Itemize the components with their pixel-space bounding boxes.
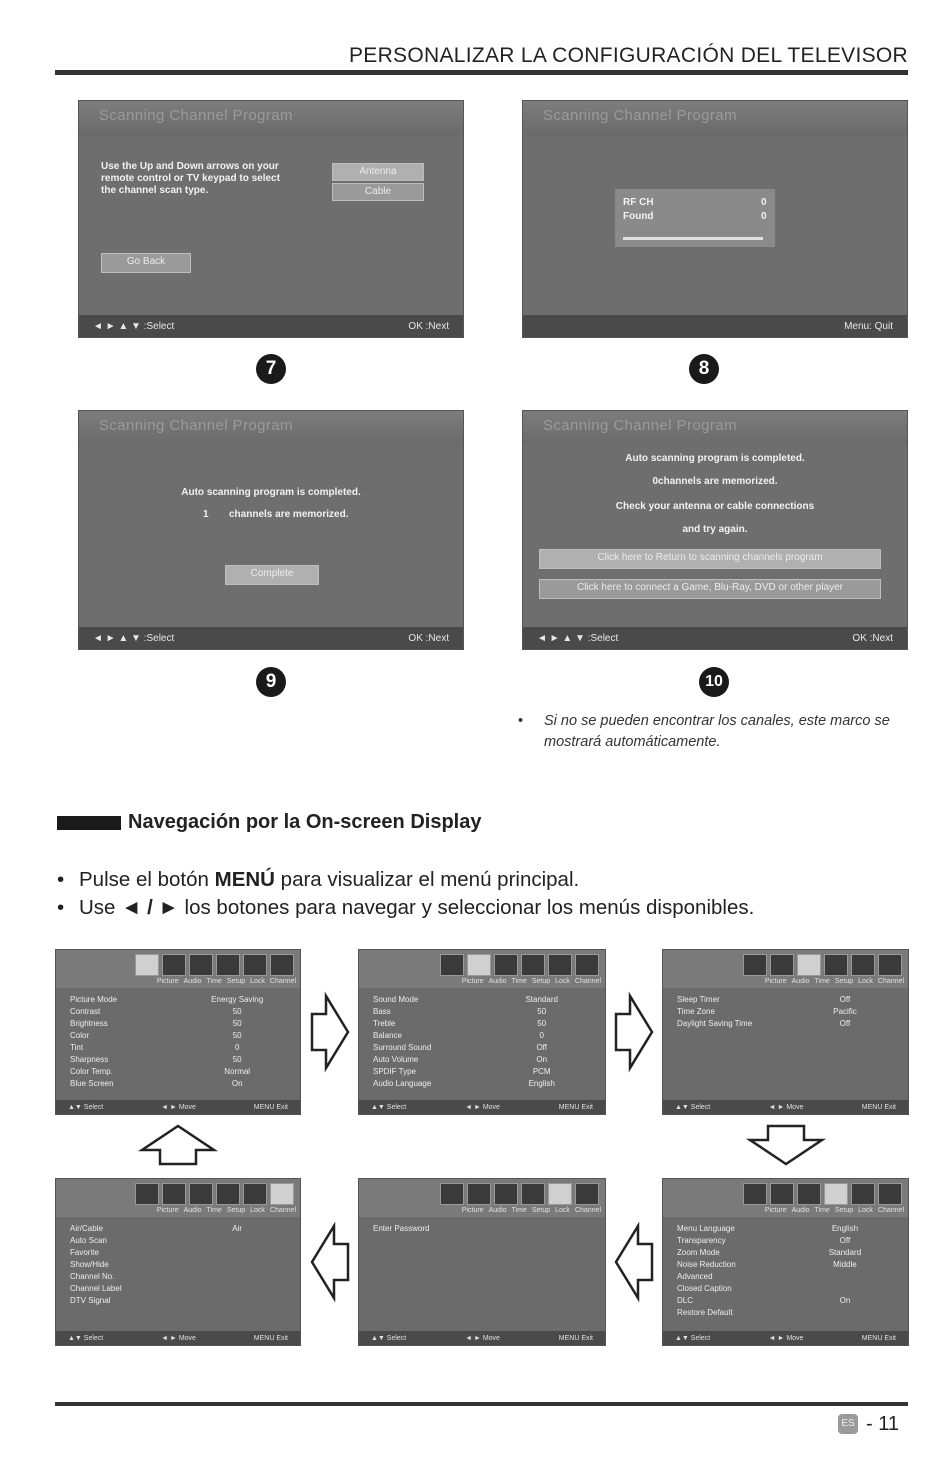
audio-menu-icon[interactable] xyxy=(162,954,186,976)
channel-menu-icon[interactable] xyxy=(270,1183,294,1205)
picture-menu-icon[interactable] xyxy=(743,1183,767,1205)
menu-option-row[interactable] xyxy=(70,1283,290,1295)
menu-option-value: 50 xyxy=(537,1019,547,1028)
menu-option-label: Advanced xyxy=(677,1272,713,1281)
lock-menu-icon[interactable] xyxy=(243,954,267,976)
menu-option-label: Bass xyxy=(373,1007,391,1016)
select-hint: ▲▼ Select xyxy=(371,1103,407,1111)
lock-menu-icon[interactable] xyxy=(548,954,572,976)
screen-title: Scanning Channel Program xyxy=(543,417,737,434)
menu-option-row[interactable] xyxy=(373,994,595,1006)
picture-menu-icon[interactable] xyxy=(440,954,464,976)
menu-icon-row xyxy=(743,1183,902,1205)
exit-hint: MENU Exit xyxy=(558,1334,593,1342)
menu-screen-picture xyxy=(55,949,301,1115)
select-hint: ◄ ► ▲ ▼ :Select xyxy=(93,320,175,332)
menu-screen-setup xyxy=(662,1178,909,1346)
menu-screen-time xyxy=(662,949,909,1115)
header-rule xyxy=(55,70,908,75)
menu-option-row[interactable] xyxy=(373,1042,595,1054)
menu-option-value: Normal xyxy=(224,1067,251,1076)
menu-screen-audio xyxy=(358,949,606,1115)
scan-screen-8 xyxy=(522,100,908,338)
menu-option-row[interactable] xyxy=(70,1295,290,1307)
scan-screen-7 xyxy=(78,100,464,338)
exit-hint: MENU Exit xyxy=(253,1334,288,1342)
menu-tab-labels xyxy=(765,978,904,985)
time-menu-icon[interactable] xyxy=(797,954,821,976)
channel-menu-icon[interactable] xyxy=(878,954,902,976)
menu-option-value: Standard xyxy=(525,995,558,1004)
menu-option-row[interactable] xyxy=(677,1283,898,1295)
scan-screen-10 xyxy=(522,410,908,650)
found-value: 0 xyxy=(761,211,767,222)
footer-rule xyxy=(55,1402,908,1406)
tab-time[interactable]: Time xyxy=(814,1207,830,1214)
channel-count: 1 xyxy=(203,509,209,520)
menu-option-row[interactable] xyxy=(373,1018,595,1030)
menu-option-label: Surround Sound xyxy=(373,1043,432,1052)
menu-option-value: On xyxy=(839,1296,851,1305)
menu-option-label: Color xyxy=(70,1031,90,1040)
step-number-8: 8 xyxy=(689,354,719,384)
language-badge: ES xyxy=(838,1414,858,1434)
menu-option-list xyxy=(70,994,290,1090)
screen-bottom-bar xyxy=(523,627,907,649)
tab-channel[interactable]: Channel xyxy=(877,1207,904,1214)
tab-lock[interactable]: Lock xyxy=(555,978,570,985)
menu-bottom-bar xyxy=(56,1331,300,1345)
menu-option-value xyxy=(184,1235,290,1247)
picture-menu-icon[interactable] xyxy=(440,1183,464,1205)
cable-option[interactable]: Cable xyxy=(332,183,424,201)
channels-memorized-text: 0channels are memorized. xyxy=(652,476,778,487)
tab-lock[interactable]: Lock xyxy=(555,1207,570,1214)
bullet-text-pre: Pulse el botón xyxy=(79,868,215,891)
menu-option-value xyxy=(184,1259,290,1271)
menu-option-label: Restore Default xyxy=(677,1308,733,1317)
menu-option-value: 50 xyxy=(537,1007,547,1016)
check-antenna-text: Check your antenna or cable connections xyxy=(615,501,815,512)
setup-menu-icon[interactable] xyxy=(521,954,545,976)
down-arrow-icon xyxy=(744,1122,828,1168)
audio-menu-icon[interactable] xyxy=(467,954,491,976)
menu-option-label: Color Temp. xyxy=(70,1067,113,1076)
move-hint: ◄ ► Move xyxy=(161,1103,196,1111)
menu-option-label: Transparency xyxy=(677,1236,726,1245)
menu-tab-labels xyxy=(765,1207,904,1214)
menu-option-value: 50 xyxy=(232,1019,242,1028)
menu-option-label: Show/Hide xyxy=(70,1260,109,1269)
menu-tab-labels xyxy=(462,1207,601,1214)
screen-bottom-bar xyxy=(79,627,463,649)
menu-option-row[interactable] xyxy=(373,1223,595,1235)
menu-bottom-bar xyxy=(56,1100,300,1114)
step-number-9: 9 xyxy=(256,667,286,697)
right-arrow-icon xyxy=(612,990,656,1074)
quit-hint: Menu: Quit xyxy=(844,320,893,332)
menu-option-value xyxy=(792,1271,898,1283)
time-menu-icon[interactable] xyxy=(189,1183,213,1205)
menu-option-value: English xyxy=(831,1224,859,1233)
menu-option-label: Closed Caption xyxy=(677,1284,732,1293)
move-hint: ◄ ► Move xyxy=(768,1103,804,1111)
menu-option-value xyxy=(184,1283,290,1295)
menu-option-label: Daylight Saving Time xyxy=(677,1019,753,1028)
menu-option-row[interactable] xyxy=(70,1018,290,1030)
note-bullet: • xyxy=(518,713,524,729)
menu-option-row[interactable] xyxy=(70,1066,290,1078)
tab-picture[interactable]: Picture xyxy=(156,978,179,985)
tab-setup[interactable]: Setup xyxy=(531,1207,551,1214)
menu-option-label: Channel No. xyxy=(70,1272,115,1281)
select-hint: ▲▼ Select xyxy=(675,1103,711,1111)
menu-option-label: Noise Reduction xyxy=(677,1260,736,1269)
tab-audio[interactable]: Audio xyxy=(488,978,507,985)
menu-option-label: Balance xyxy=(373,1031,402,1040)
select-hint: ▲▼ Select xyxy=(68,1103,104,1111)
menu-option-row[interactable] xyxy=(677,994,898,1006)
antenna-option[interactable]: Antenna xyxy=(332,163,424,181)
menu-option-row[interactable] xyxy=(70,1259,290,1271)
screen-bottom-bar xyxy=(523,315,907,337)
menu-option-label: Picture Mode xyxy=(70,995,118,1004)
tab-setup[interactable]: Setup xyxy=(226,1207,246,1214)
left-arrow-icon xyxy=(612,1220,656,1304)
menu-option-row[interactable] xyxy=(677,1307,898,1319)
setup-menu-icon[interactable] xyxy=(824,954,848,976)
menu-option-value: English xyxy=(528,1079,555,1088)
menu-option-row[interactable] xyxy=(677,1235,898,1247)
menu-option-row[interactable] xyxy=(677,1271,898,1283)
menu-option-list xyxy=(677,1223,898,1319)
picture-menu-icon[interactable] xyxy=(135,954,159,976)
found-label: Found xyxy=(623,211,654,222)
picture-menu-icon[interactable] xyxy=(135,1183,159,1205)
section-title: Navegación por la On-screen Display xyxy=(128,811,482,833)
tab-channel[interactable]: Channel xyxy=(574,1207,601,1214)
tab-channel[interactable]: Channel xyxy=(877,978,904,985)
menu-tab-labels xyxy=(462,978,601,985)
bullet-text-post: los botones para navegar y seleccionar los menús disponibles. xyxy=(178,896,755,919)
tab-audio[interactable]: Audio xyxy=(791,1207,810,1214)
scan-screen-9 xyxy=(78,410,464,650)
menu-option-row[interactable] xyxy=(373,1030,595,1042)
menu-option-label: Sharpness xyxy=(70,1055,109,1064)
bullet-text-bold: MENÚ xyxy=(214,868,275,891)
bullet-item-navigate xyxy=(57,896,754,920)
menu-option-row[interactable] xyxy=(70,1078,290,1090)
tab-time[interactable]: Time xyxy=(814,978,830,985)
menu-option-row[interactable] xyxy=(70,1235,290,1247)
left-arrow-icon xyxy=(308,1220,352,1304)
tab-time[interactable]: Time xyxy=(206,978,222,985)
menu-option-value: 50 xyxy=(232,1055,242,1064)
menu-option-row[interactable] xyxy=(677,1223,898,1235)
menu-option-value: Pacific xyxy=(833,1007,857,1016)
tab-audio[interactable]: Audio xyxy=(791,978,810,985)
exit-hint: MENU Exit xyxy=(558,1103,593,1111)
menu-icon-row xyxy=(440,1183,599,1205)
menu-option-label: Sleep Timer xyxy=(677,995,720,1004)
tab-channel[interactable]: Channel xyxy=(269,978,296,985)
menu-option-list xyxy=(677,994,898,1030)
step-number-10: 10 xyxy=(699,667,729,697)
tab-picture[interactable]: Picture xyxy=(764,1207,787,1214)
tab-setup[interactable]: Setup xyxy=(226,978,246,985)
scan-complete-text: Auto scanning program is completed. xyxy=(181,487,361,498)
menu-option-row[interactable] xyxy=(677,1006,898,1018)
tab-picture[interactable]: Picture xyxy=(461,1207,484,1214)
menu-option-label: Blue Screen xyxy=(70,1079,114,1088)
menu-option-value: Middle xyxy=(833,1260,857,1269)
tab-time[interactable]: Time xyxy=(511,1207,527,1214)
screen-title: Scanning Channel Program xyxy=(99,417,293,434)
menu-bottom-bar xyxy=(663,1100,908,1114)
menu-option-value xyxy=(184,1247,290,1259)
audio-menu-icon[interactable] xyxy=(770,954,794,976)
select-hint: ◄ ► ▲ ▼ :Select xyxy=(537,632,619,644)
picture-menu-icon[interactable] xyxy=(743,954,767,976)
next-hint: OK :Next xyxy=(408,320,449,332)
lock-menu-icon[interactable] xyxy=(851,954,875,976)
audio-menu-icon[interactable] xyxy=(770,1183,794,1205)
tab-setup[interactable]: Setup xyxy=(834,978,854,985)
menu-option-label: Tint xyxy=(70,1043,84,1052)
menu-screen-channel xyxy=(55,1178,301,1346)
bullet-text-pre: Use xyxy=(79,896,122,919)
time-menu-icon[interactable] xyxy=(797,1183,821,1205)
menu-option-row[interactable] xyxy=(373,1054,595,1066)
menu-icon-row xyxy=(135,954,294,976)
menu-option-label: Sound Mode xyxy=(373,995,419,1004)
menu-option-value: 0 xyxy=(539,1031,544,1040)
menu-option-value: 0 xyxy=(234,1043,240,1052)
lock-menu-icon[interactable] xyxy=(243,1183,267,1205)
tab-lock[interactable]: Lock xyxy=(250,1207,265,1214)
tab-picture[interactable]: Picture xyxy=(461,978,484,985)
menu-option-row[interactable] xyxy=(70,1271,290,1283)
menu-option-row[interactable] xyxy=(677,1259,898,1271)
menu-option-row[interactable] xyxy=(70,1042,290,1054)
channel-menu-icon[interactable] xyxy=(575,1183,599,1205)
rfch-label: RF CH xyxy=(623,197,654,208)
up-arrow-icon xyxy=(136,1122,220,1168)
tab-channel[interactable]: Channel xyxy=(574,978,601,985)
menu-option-list xyxy=(373,994,595,1090)
section-marker xyxy=(57,816,121,830)
tab-setup[interactable]: Setup xyxy=(834,1207,854,1214)
note-text: Si no se pueden encontrar los canales, este marco se mostrará automáticamente. xyxy=(544,713,890,750)
tab-lock[interactable]: Lock xyxy=(858,1207,873,1214)
menu-option-row[interactable] xyxy=(70,1054,290,1066)
move-hint: ◄ ► Move xyxy=(161,1334,196,1342)
menu-option-row[interactable] xyxy=(70,1247,290,1259)
move-hint: ◄ ► Move xyxy=(465,1334,500,1342)
scan-progress-bar xyxy=(623,237,763,240)
menu-bottom-bar xyxy=(663,1331,908,1345)
page-number: - 11 xyxy=(866,1413,899,1435)
menu-option-value: 50 xyxy=(232,1007,242,1016)
menu-option-value: Energy Saving xyxy=(211,995,264,1004)
menu-tab-labels xyxy=(157,1207,296,1214)
screen-bottom-bar xyxy=(79,315,463,337)
bullet-dot: • xyxy=(57,896,65,919)
channel-menu-icon[interactable] xyxy=(575,954,599,976)
menu-option-value: On xyxy=(231,1079,243,1088)
menu-option-row[interactable] xyxy=(70,994,290,1006)
menu-tab-labels xyxy=(157,978,296,985)
menu-option-list xyxy=(373,1223,595,1235)
bullet-text-post: para visualizar el menú principal. xyxy=(274,868,580,891)
return-to-scan-button[interactable]: Click here to Return to scanning channels program xyxy=(539,549,881,569)
channel-menu-icon[interactable] xyxy=(878,1183,902,1205)
menu-option-value xyxy=(792,1307,898,1319)
setup-menu-icon[interactable] xyxy=(521,1183,545,1205)
menu-bottom-bar xyxy=(359,1100,605,1114)
exit-hint: MENU Exit xyxy=(253,1103,288,1111)
menu-bottom-bar xyxy=(359,1331,605,1345)
menu-option-row[interactable] xyxy=(677,1018,898,1030)
screen-title: Scanning Channel Program xyxy=(99,107,293,124)
try-again-text: and try again. xyxy=(682,524,748,535)
menu-option-value xyxy=(792,1283,898,1295)
menu-option-label: Air/Cable xyxy=(70,1224,103,1233)
menu-option-label: DTV Signal xyxy=(70,1296,111,1305)
setup-menu-icon[interactable] xyxy=(216,1183,240,1205)
exit-hint: MENU Exit xyxy=(861,1334,896,1342)
menu-option-value: 50 xyxy=(232,1031,242,1040)
time-menu-icon[interactable] xyxy=(189,954,213,976)
menu-option-row[interactable] xyxy=(373,1066,595,1078)
menu-option-label: Contrast xyxy=(70,1007,101,1016)
go-back-button[interactable]: Go Back xyxy=(101,253,191,273)
step-number-7: 7 xyxy=(256,354,286,384)
menu-option-label: Auto Volume xyxy=(373,1055,419,1064)
menu-icon-row xyxy=(743,954,902,976)
next-hint: OK :Next xyxy=(852,632,893,644)
move-hint: ◄ ► Move xyxy=(768,1334,804,1342)
menu-option-value: Air xyxy=(232,1224,243,1233)
time-menu-icon[interactable] xyxy=(494,1183,518,1205)
move-hint: ◄ ► Move xyxy=(465,1103,500,1111)
exit-hint: MENU Exit xyxy=(861,1103,896,1111)
lock-menu-icon[interactable] xyxy=(851,1183,875,1205)
menu-option-row[interactable] xyxy=(373,1006,595,1018)
page-title: PERSONALIZAR LA CONFIGURACIÓN DEL TELEVISOR xyxy=(348,44,908,67)
tab-audio[interactable]: Audio xyxy=(183,1207,202,1214)
setup-menu-icon[interactable] xyxy=(824,1183,848,1205)
menu-option-label: Zoom Mode xyxy=(677,1248,720,1257)
right-arrow-icon xyxy=(308,990,352,1074)
tab-time[interactable]: Time xyxy=(511,978,527,985)
connect-device-button[interactable]: Click here to connect a Game, Blu-Ray, DVD or other player xyxy=(539,579,881,599)
select-hint: ◄ ► ▲ ▼ :Select xyxy=(93,632,175,644)
tab-time[interactable]: Time xyxy=(206,1207,222,1214)
bullet-item-menu xyxy=(57,868,579,892)
menu-icon-row xyxy=(440,954,599,976)
menu-option-label: Enter Password xyxy=(373,1224,430,1233)
menu-option-label: Menu Language xyxy=(677,1224,735,1233)
bullet-dot: • xyxy=(57,868,65,891)
next-hint: OK :Next xyxy=(408,632,449,644)
menu-option-label: SPDIF Type xyxy=(373,1067,416,1076)
tab-lock[interactable]: Lock xyxy=(250,978,265,985)
audio-menu-icon[interactable] xyxy=(162,1183,186,1205)
menu-option-value xyxy=(488,1223,595,1235)
menu-option-label: Brightness xyxy=(70,1019,108,1028)
channel-menu-icon[interactable] xyxy=(270,954,294,976)
menu-option-row[interactable] xyxy=(70,1030,290,1042)
menu-option-label: Favorite xyxy=(70,1248,99,1257)
select-hint: ▲▼ Select xyxy=(675,1334,711,1342)
menu-option-value: Off xyxy=(839,1236,851,1245)
bullet-text-bold: ◄ / ► xyxy=(121,896,179,919)
complete-button[interactable]: Complete xyxy=(225,565,319,585)
menu-option-row[interactable] xyxy=(70,1223,290,1235)
screen-title: Scanning Channel Program xyxy=(543,107,737,124)
menu-option-value: On xyxy=(536,1055,548,1064)
note xyxy=(518,711,912,753)
menu-option-value: PCM xyxy=(532,1067,551,1076)
menu-option-label: DLC xyxy=(677,1296,694,1305)
select-hint: ▲▼ Select xyxy=(68,1334,104,1342)
scan-complete-text: Auto scanning program is completed. xyxy=(625,453,805,464)
menu-option-value: Standard xyxy=(828,1248,862,1257)
channels-memorized-text: channels are memorized. xyxy=(229,509,349,520)
menu-option-value: Off xyxy=(839,995,851,1004)
menu-option-row[interactable] xyxy=(677,1247,898,1259)
menu-option-list xyxy=(70,1223,290,1307)
time-menu-icon[interactable] xyxy=(494,954,518,976)
menu-option-label: Time Zone xyxy=(677,1007,715,1016)
select-hint: ▲▼ Select xyxy=(371,1334,407,1342)
menu-option-value: Off xyxy=(839,1019,851,1028)
audio-menu-icon[interactable] xyxy=(467,1183,491,1205)
tab-audio[interactable]: Audio xyxy=(488,1207,507,1214)
tab-picture[interactable]: Picture xyxy=(764,978,787,985)
menu-option-row[interactable] xyxy=(677,1295,898,1307)
menu-icon-row xyxy=(135,1183,294,1205)
menu-option-value xyxy=(184,1271,290,1283)
menu-option-label: Audio Language xyxy=(373,1079,432,1088)
menu-option-row[interactable] xyxy=(373,1078,595,1090)
tab-setup[interactable]: Setup xyxy=(531,978,551,985)
menu-option-label: Auto Scan xyxy=(70,1236,107,1245)
tab-audio[interactable]: Audio xyxy=(183,978,202,985)
menu-option-value xyxy=(184,1295,290,1307)
scan-instructions: Use the Up and Down arrows on your remote control or TV keypad to select the channel scan type. xyxy=(101,161,280,196)
setup-menu-icon[interactable] xyxy=(216,954,240,976)
rfch-value: 0 xyxy=(761,197,767,208)
menu-option-row[interactable] xyxy=(70,1006,290,1018)
tab-lock[interactable]: Lock xyxy=(858,978,873,985)
menu-option-label: Channel Label xyxy=(70,1284,122,1293)
menu-option-value: Off xyxy=(536,1043,547,1052)
tab-picture[interactable]: Picture xyxy=(156,1207,179,1214)
tab-channel[interactable]: Channel xyxy=(269,1207,296,1214)
menu-screen-lock xyxy=(358,1178,606,1346)
lock-menu-icon[interactable] xyxy=(548,1183,572,1205)
menu-option-label: Treble xyxy=(373,1019,396,1028)
